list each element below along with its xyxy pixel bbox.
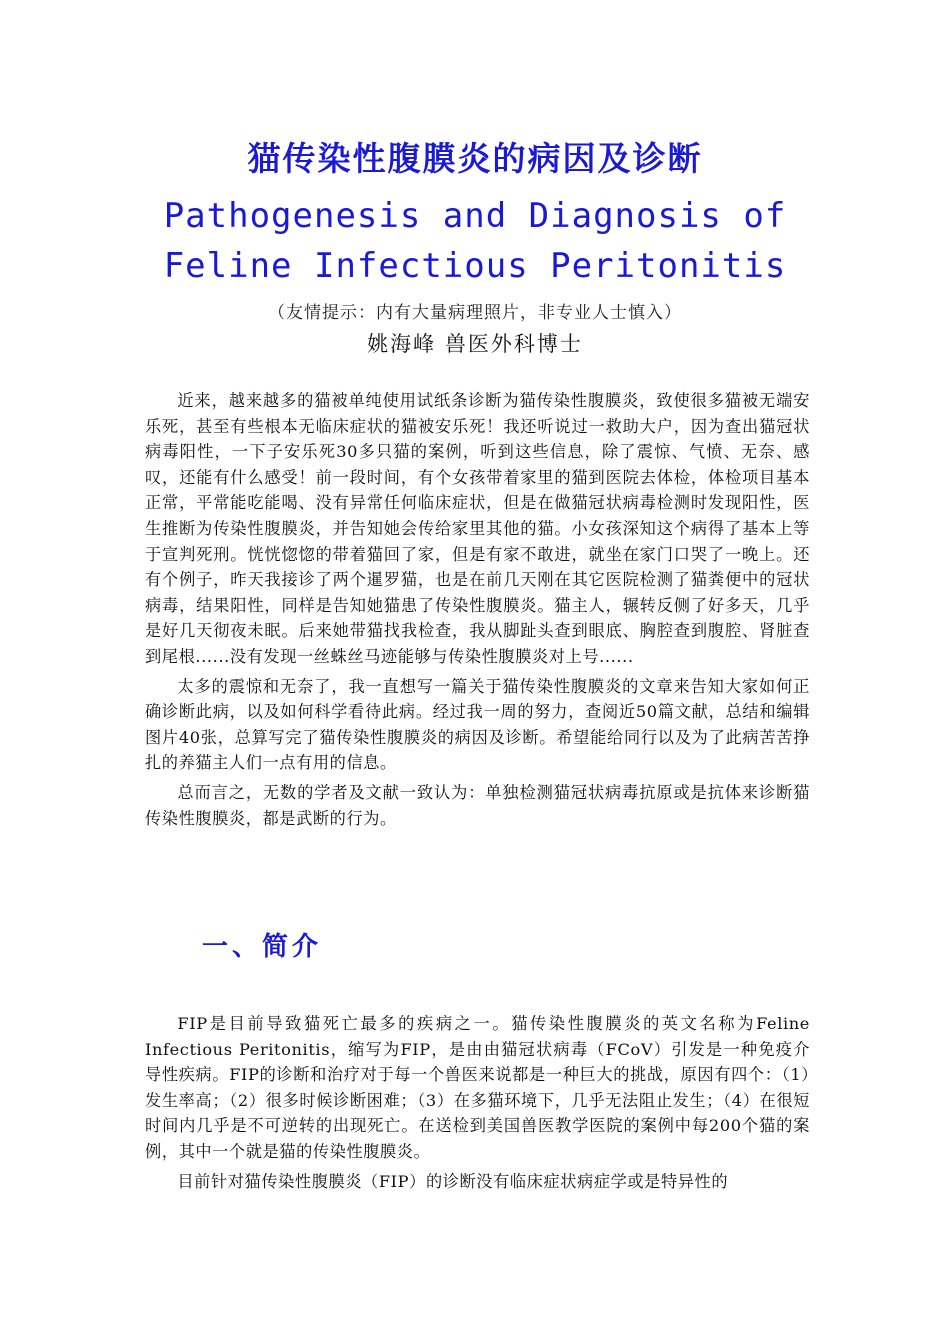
title-english-line-2: Feline Infectious Peritonitis — [163, 246, 787, 286]
introduction-paragraph-2: 目前针对猫传染性腹膜炎（FIP）的诊断没有临床症状病症学或是特异性的 — [177, 1171, 729, 1191]
introduction-paragraph-1: FIP是目前导致猫死亡最多的疾病之一。猫传染性腹膜炎的英文名称为Feline Infectious Peritonitis，缩写为FIP，是由由猫冠状病毒（FCoV）引发是一种免疫介导性疾病。FIP的诊断和治疗对于每一个兽医来说都是一种巨大的挑战，原因有四个：（1）发生率高；（2）很多时候诊断困难；（3）在多猫环境下，几乎无法阻止发生；（4）在很短时间内几乎是不可逆转的出现死亡。在送检到美国兽医教学医院的案例中每200个猫的案例，其中一个就是猫的传染性腹膜炎。 — [145, 1014, 810, 1161]
title-english-line-1: Pathogenesis and Diagnosis of — [163, 196, 787, 236]
intro-paragraph-3: 总而言之，无数的学者及文献一致认为：单独检测猫冠状病毒抗原或是抗体来诊断猫传染性腹膜炎，都是武断的行为。 — [145, 782, 810, 828]
reader-hint: （友情提示：内有大量病理照片，非专业人士慎入） — [268, 303, 682, 323]
section-heading-introduction: 一、简介 — [202, 932, 323, 962]
intro-paragraph-1: 近来，越来越多的猫被单纯使用试纸条诊断为猫传染性腹膜炎，致使很多猫被无端安乐死，甚至有些根本无临床症状的猫被安乐死！我还听说过一救助大户，因为查出猫冠状病毒阳性，一下子安乐死30多只猫的案例，听到这些信息，除了震惊、气愤、无奈、感叹，还能有什么感受！前一段时间，有个女孩带着家里的猫到医院去体检，体检项目基本正常，平常能吃能喝、没有异常任何临床症状，但是在做猫冠状病毒检测时发现阳性，医生推断为传染性腹膜炎，并告知她会传给家里其他的猫。小女孩深知这个病得了基本上等于宣判死刑。恍恍惚惚的带着猫回了家，但是有家不敢进，就坐在家门口哭了一晚上。还有个例子，昨天我接诊了两个暹罗猫，也是在前几天刚在其它医院检测了猫粪便中的冠状病毒，结果阳性，同样是告知她猫患了传染性腹膜炎。猫主人，辗转反侧了好多天，几乎是好几天彻夜未眠。后来她带猫找我检查，我从脚趾头查到眼底、胸腔查到腹腔、肾脏查到尾根......没有发现一丝蛛丝马迹能够与传染性腹膜炎对上号...... — [145, 391, 810, 666]
intro-section — [145, 388, 810, 835]
title-chinese: 猫传染性腹膜炎的病因及诊断 — [247, 139, 703, 178]
intro-paragraph-2: 太多的震惊和无奈了，我一直想写一篇关于猫传染性腹膜炎的文章来告知大家如何正确诊断此病，以及如何科学看待此病。经过我一周的努力，查阅近50篇文献，总结和编辑图片40张，总算写完了猫传染性腹膜炎的病因及诊断。希望能给同行以及为了此病苦苦挣扎的养猫主人们一点有用的信息。 — [145, 676, 810, 773]
introduction-section-body — [145, 1011, 810, 1198]
author-line: 姚海峰 兽医外科博士 — [367, 332, 583, 356]
